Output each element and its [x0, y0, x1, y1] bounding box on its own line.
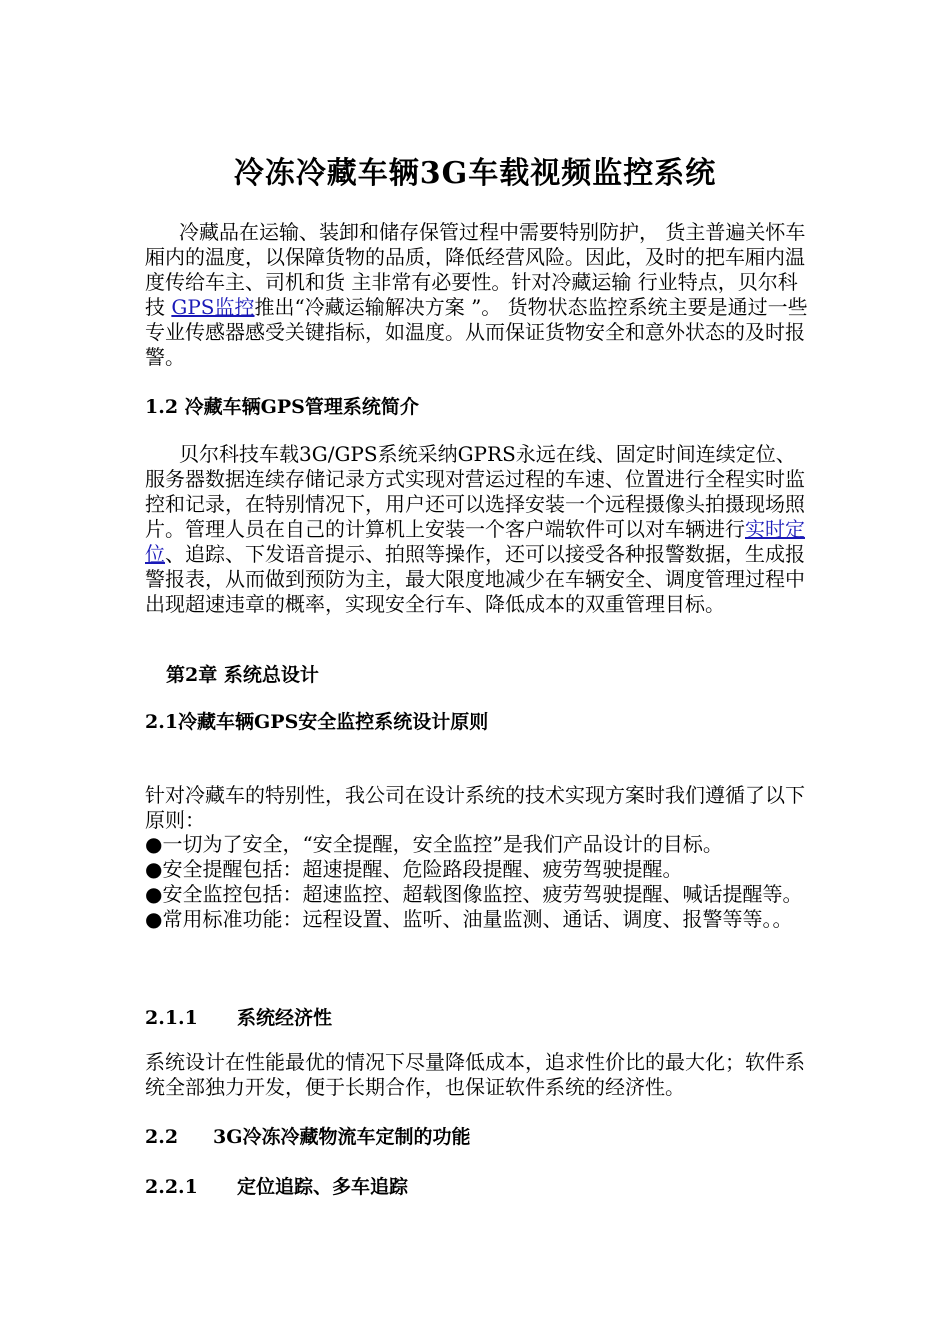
section-2-1-1-title: 系统经济性 [237, 1007, 333, 1029]
principle-item-standard-functions: ●常用标准功能：远程设置、监听、油量监测、通话、调度、报警等等。。 [145, 907, 793, 931]
principle-item-monitoring: ●安全监控包括：超速监控、超载图像监控、疲劳驾驶提醒、喊话提醒等。 [145, 882, 803, 906]
principles-list [145, 832, 810, 932]
section-2-1-1-heading [145, 1005, 332, 1031]
intro-text-part1: 冷藏品在运输、装卸和储存保管过程中需要特别防护， 货主普遍关怀车厢内的温度，以保障货物的品质，降低经营风险。因此，及时的把车厢内温度传给车主、司机和货 主非常有必要性。针对冷藏运输 行业特点，贝尔科技 [145, 220, 806, 319]
section-1-2-heading: 1.2 冷藏车辆GPS管理系统简介 [145, 396, 419, 418]
intro-text-part2: 推出“冷藏运输解决方案 ”。 货物状态监控系统主要是通过一些专业传感器感受关键指标，如温度。从而保证货物安全和意外状态的及时报警。 [145, 295, 808, 369]
section-2-1-1-number: 2.1.1 [145, 1007, 198, 1029]
chapter-2-heading: 第2章 系统总设计 [166, 664, 319, 686]
intro-paragraph [145, 220, 810, 370]
section-2-2-heading [145, 1124, 470, 1150]
section-2-1-intro: 针对冷藏车的特别性，我公司在设计系统的技术实现方案时我们遵循了以下原则： [145, 783, 805, 832]
section-1-2-text-part2: 、追踪、下发语音提示、拍照等操作，还可以接受各种报警数据，生成报警报表，从而做到预防为主，最大限度地减少在车辆安全、调度管理过程中出现超速违章的概率，实现安全行车、降低成本的双重管理目标。 [145, 542, 805, 616]
section-1-2-paragraph [145, 442, 810, 617]
principle-item-safety: ●一切为了安全，“安全提醒，安全监控”是我们产品设计的目标。 [145, 832, 723, 856]
realtime-location-link[interactable]: 实时定位 [145, 517, 805, 566]
section-2-2-title: 3G冷冻冷藏物流车定制的功能 [213, 1126, 471, 1148]
section-2-2-number: 2.2 [145, 1126, 179, 1148]
principle-item-reminders: ●安全提醒包括：超速提醒、危险路段提醒、疲劳驾驶提醒。 [145, 857, 683, 881]
section-2-2-1-title: 定位追踪、多车追踪 [237, 1176, 409, 1198]
gps-monitor-link[interactable]: GPS监控 [171, 295, 255, 319]
section-1-2-text-part1: 贝尔科技车载3G/GPS系统采纳GPRS永远在线、固定时间连续定位、服务器数据连续存储记录方式实现对营运过程的车速、位置进行全程实时监控和记录，在特别情况下，用户还可以选择安装一个远程摄像头拍摄现场照片。管理人员在自己的计算机上安装一个客户端软件可以对车辆进行 [145, 442, 805, 541]
document-title: 冷冻冷藏车辆3G车载视频监控系统 [233, 156, 717, 191]
section-2-2-1-number: 2.2.1 [145, 1176, 198, 1198]
section-2-1-heading: 2.1冷藏车辆GPS安全监控系统设计原则 [145, 711, 489, 733]
section-2-1-1-paragraph: 系统设计在性能最优的情况下尽量降低成本，追求性价比的最大化；软件系统全部独力开发，便于长期合作，也保证软件系统的经济性。 [145, 1050, 805, 1099]
section-2-2-1-heading [145, 1174, 408, 1200]
